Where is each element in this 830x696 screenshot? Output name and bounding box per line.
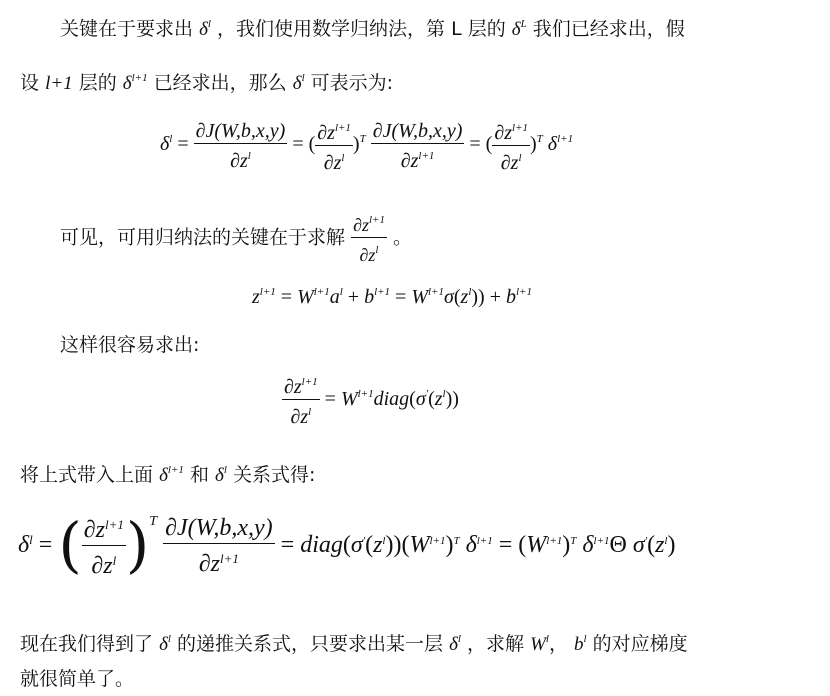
fraction-dzlp1-dzl	[492, 116, 530, 175]
denominator: $\partial z^{l+1}$	[198, 550, 239, 577]
denominator: $\partial z^l$	[359, 244, 379, 265]
equation-4	[18, 510, 675, 581]
sigma: σ	[632, 532, 645, 558]
equals: =	[280, 286, 293, 308]
delta-lp1: $\delta^{l+1}$	[159, 464, 184, 486]
denominator: $\partial z^l$	[323, 152, 345, 174]
text: 的对应梯度	[592, 633, 688, 655]
paren: )	[667, 532, 676, 558]
layer-L: L	[451, 18, 462, 40]
b: b	[506, 286, 516, 308]
text: 。	[393, 226, 413, 249]
hadamard-theta: Θ	[609, 532, 627, 558]
paren: (	[647, 532, 656, 558]
paren: )	[562, 532, 571, 558]
paragraph-3	[60, 208, 412, 267]
denominator: $\partial z^{l+1}$	[400, 149, 435, 172]
sup: l+1	[313, 286, 330, 298]
paren: )	[445, 532, 454, 558]
paragraph-4	[60, 333, 199, 357]
plus: +	[489, 286, 501, 308]
text: 关键在于要求出	[60, 18, 194, 40]
denominator: $\partial z^l$	[91, 553, 117, 579]
paren: (	[453, 286, 461, 308]
W: W	[526, 532, 547, 558]
paren: (	[485, 133, 493, 156]
sigma: σ	[350, 532, 363, 558]
text: 设	[20, 72, 40, 94]
delta-l: $\delta^l$	[292, 72, 305, 94]
delta-l: $\delta^l$	[199, 18, 211, 40]
delta-lp1: $\delta^{l+1}$	[122, 72, 148, 94]
delta-l: $\delta^l$	[18, 532, 33, 558]
delta-l: $\delta^l$	[215, 464, 227, 486]
text: ，我们使用数学归纳法，第	[217, 18, 446, 40]
equation-2	[252, 286, 532, 309]
text: 现在我们得到了	[20, 633, 154, 655]
numerator: ∂J(W,b,x,y)	[372, 119, 463, 142]
text: 和	[189, 464, 209, 486]
paragraph-2	[20, 66, 393, 96]
text: 关系式得:	[232, 464, 316, 486]
equals: =	[498, 532, 513, 558]
sup: l+1	[516, 286, 532, 298]
sup: l+1	[428, 286, 444, 298]
text: ，	[548, 633, 568, 655]
numerator: $\partial z^{l+1}$	[282, 370, 320, 400]
fraction-dJ-dzlp1	[163, 513, 275, 579]
paren: (	[518, 532, 527, 558]
paragraph-7	[20, 667, 134, 691]
text: 可见，可用归纳法的关键在于求解	[60, 226, 346, 249]
transpose: T	[570, 535, 577, 547]
denominator: $\partial z^l$	[290, 406, 312, 428]
paren: (	[308, 133, 316, 156]
delta-L: $\delta^L$	[511, 18, 527, 40]
equals: =	[280, 532, 295, 558]
text: 就很简单了。	[20, 668, 135, 690]
fraction-dJ-dzl	[194, 119, 288, 173]
text: 可表示为:	[310, 72, 394, 94]
denominator: $\partial z^l$	[500, 152, 522, 174]
b-l: $b^l$	[574, 633, 587, 655]
equation-3	[282, 370, 459, 429]
sup: l	[664, 535, 668, 547]
delta-lp1: $\delta^{l+1}$	[582, 532, 610, 558]
sup: l+1	[546, 535, 563, 547]
paren: )	[530, 133, 537, 156]
fraction-dzlp1-dzl	[282, 370, 320, 429]
delta-l: $\delta^l$	[159, 633, 171, 655]
delta-lp1: $\delta^{l+1}$	[465, 532, 493, 558]
fraction-dzlp1-dzl	[315, 116, 353, 175]
rhs	[341, 388, 459, 410]
denominator: $\partial z^l$	[230, 149, 251, 172]
equals: =	[469, 133, 481, 156]
text: 已经求出，那么	[153, 72, 287, 94]
W: W	[411, 286, 428, 308]
W: W	[409, 532, 430, 558]
z: z	[434, 388, 443, 410]
text: ，求解	[467, 633, 525, 655]
prime: '	[425, 388, 429, 400]
diag: diag	[300, 532, 343, 558]
big-left-paren: (	[58, 510, 82, 581]
delta-lp1: $\delta^{l+1}$	[547, 133, 574, 156]
sup: l	[382, 535, 386, 547]
paren: (	[365, 532, 374, 558]
paren: ))	[385, 532, 402, 558]
paren: (	[428, 388, 435, 410]
z: z	[655, 532, 665, 558]
numerator: ∂J(W,b,x,y)	[163, 513, 275, 544]
paren: ))	[471, 286, 485, 308]
text: 这样很容易求出:	[60, 334, 200, 356]
l-plus-1: l+1	[45, 73, 73, 94]
sup: l+1	[429, 535, 446, 547]
sup: l	[339, 286, 343, 298]
paren: ))	[445, 388, 459, 410]
equals: =	[38, 532, 53, 558]
sup: l+1	[259, 286, 276, 298]
numerator: $\partial z^{l+1}$	[82, 510, 126, 546]
sigma: σ	[415, 388, 426, 410]
paren: (	[409, 388, 416, 410]
sup: l+1	[357, 388, 374, 400]
equals: =	[177, 133, 189, 156]
paragraph-6	[20, 627, 688, 657]
numerator: $\partial z^{l+1}$	[315, 116, 353, 146]
transpose: T	[536, 133, 543, 146]
delta-l: $\delta^l$	[160, 133, 173, 156]
fraction-dzlp1-dzl	[82, 510, 126, 581]
text: 层的	[467, 18, 506, 40]
W: W	[297, 286, 314, 308]
numerator: ∂J(W,b,x,y)	[195, 119, 286, 142]
numerator: $\partial z^{l+1}$	[351, 208, 387, 238]
equals: =	[395, 286, 407, 308]
sigma: σ	[443, 286, 454, 308]
transpose: T	[453, 535, 460, 547]
b: b	[364, 286, 375, 308]
z: z	[373, 532, 383, 558]
diag: diag	[373, 388, 410, 410]
W-l: $W^l$	[530, 633, 549, 655]
paren: )	[352, 133, 360, 156]
a: a	[329, 286, 340, 308]
sup: l+1	[374, 286, 391, 298]
fraction-dJ-dzlp1	[371, 119, 465, 173]
sup: l	[442, 388, 446, 400]
text: 将上式带入上面	[20, 464, 154, 486]
plus: +	[347, 286, 360, 308]
fraction-dzlp1-dzl	[351, 208, 387, 267]
transpose: T	[149, 514, 158, 530]
prime: '	[644, 535, 648, 547]
transpose: T	[359, 133, 366, 146]
text: 层的	[78, 72, 117, 94]
z: z	[460, 286, 469, 308]
W: W	[340, 388, 358, 410]
paragraph-1	[60, 12, 685, 42]
big-right-paren: )	[125, 510, 150, 581]
numerator: $\partial z^{l+1}$	[492, 116, 530, 146]
sup: l	[468, 286, 472, 298]
delta-l: $\delta^l$	[449, 633, 461, 655]
z: z	[252, 286, 260, 308]
equals: =	[292, 133, 304, 156]
paragraph-5	[20, 458, 315, 488]
paren: (	[401, 532, 410, 558]
text: 我们已经求出，假	[532, 18, 685, 40]
rhs	[281, 532, 676, 558]
text: 的递推关系式，只要求出某一层	[177, 633, 444, 655]
equation-1	[160, 116, 573, 175]
equals: =	[324, 388, 336, 410]
paren: (	[342, 532, 351, 558]
prime: '	[362, 535, 366, 547]
